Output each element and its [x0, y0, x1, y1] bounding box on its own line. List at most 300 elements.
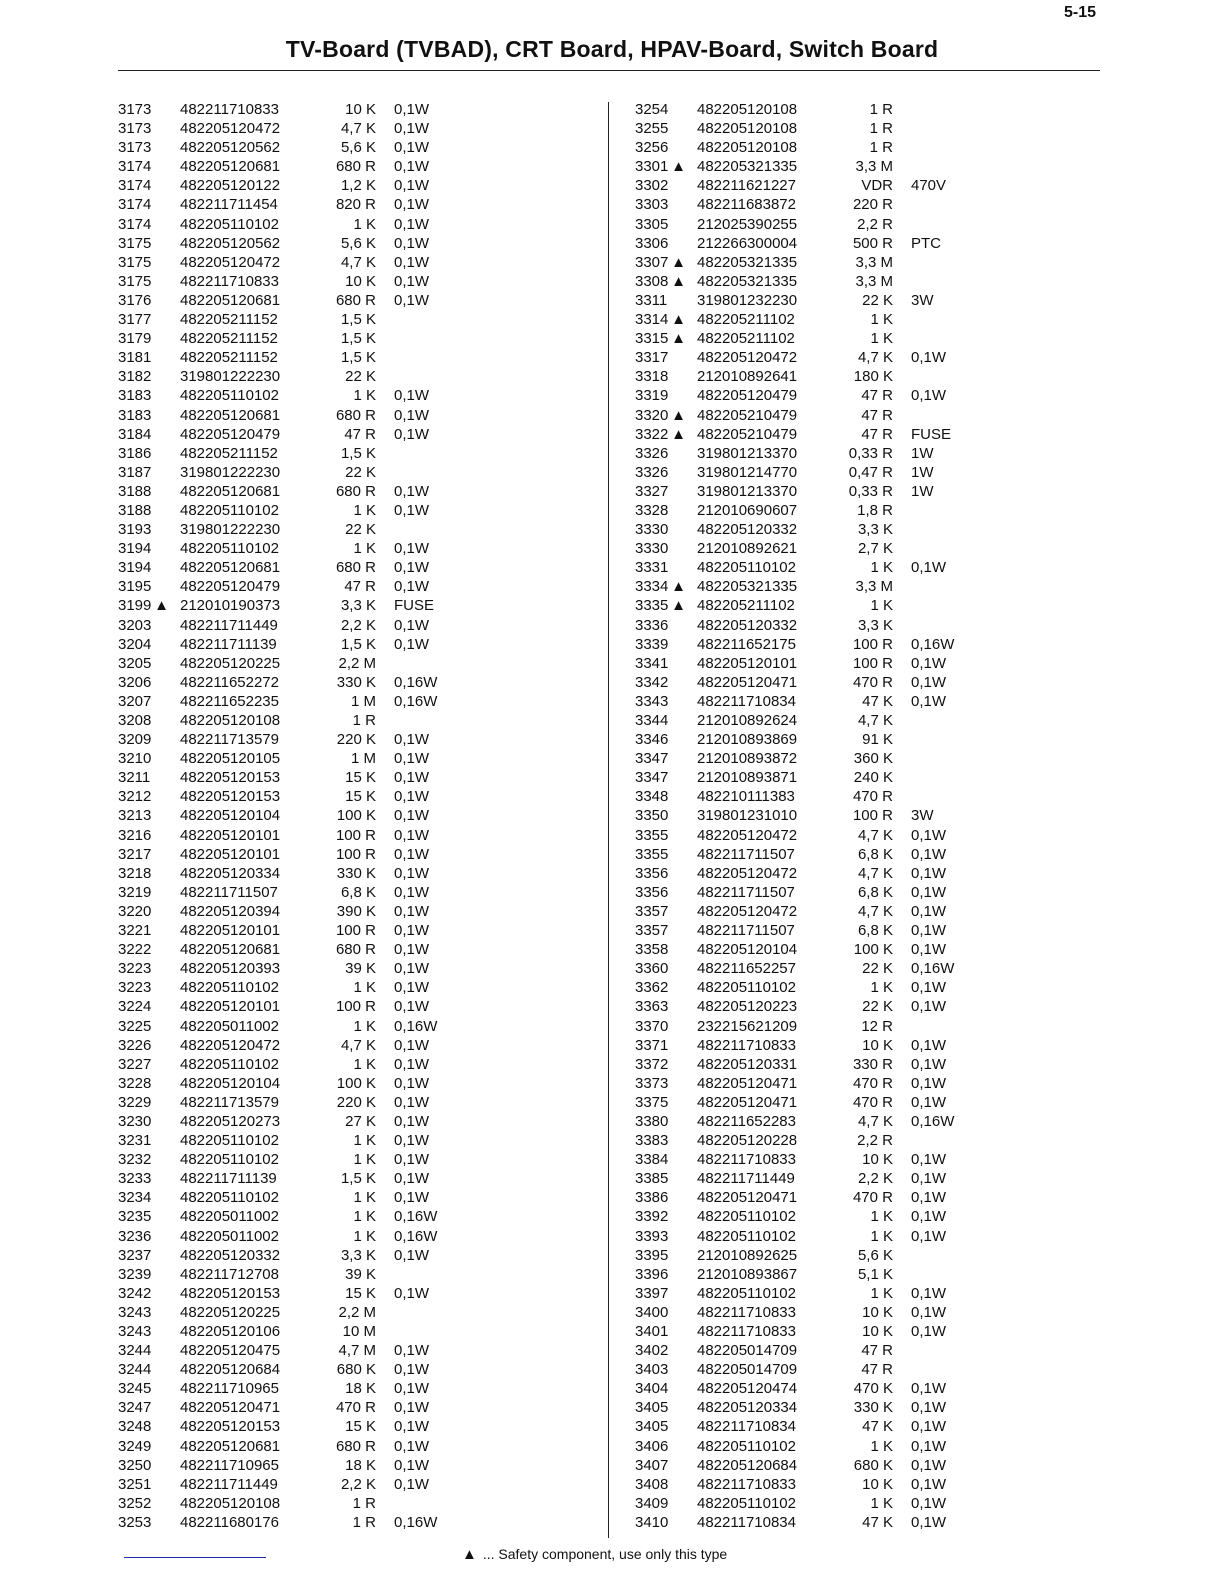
part-value: 2,2 R — [857, 215, 893, 233]
part-rating: 0,1W — [911, 692, 947, 710]
part-value: 0,47 R — [848, 463, 893, 481]
part-value: 2,2 K — [340, 616, 376, 634]
part-code: 482205120228 — [697, 1132, 798, 1150]
part-code: 482205120472 — [697, 902, 798, 920]
part-value: 470 R — [852, 1189, 893, 1207]
part-code: 482205120681 — [180, 482, 281, 500]
part-value: 100 K — [336, 1074, 376, 1092]
part-value: 4,7 K — [857, 902, 893, 920]
part-value: 100 R — [852, 635, 893, 653]
part-value: 3,3 M — [855, 158, 893, 176]
part-code: 482211713579 — [180, 1093, 279, 1111]
part-code: 482211652257 — [697, 960, 796, 978]
position-number: 3334 — [635, 578, 669, 596]
position-number: 3175 — [118, 253, 152, 271]
part-code: 482211710965 — [180, 1380, 279, 1398]
part-code: 212010893869 — [697, 731, 798, 749]
position-number: 3218 — [118, 864, 152, 882]
position-number: 3348 — [635, 788, 669, 806]
position-number: 3303 — [635, 196, 669, 214]
part-rating: 0,1W — [394, 826, 430, 844]
position-number: 3207 — [118, 692, 152, 710]
part-code: 482205120106 — [180, 1323, 281, 1340]
position-number: 3342 — [635, 673, 669, 691]
part-code: 482211652283 — [697, 1112, 796, 1130]
position-number: 3255 — [635, 120, 669, 138]
position-number: 3305 — [635, 215, 669, 233]
part-value: 1,5 K — [340, 311, 376, 329]
part-rating: 1W — [911, 482, 934, 500]
part-code: 482211680176 — [180, 1513, 279, 1531]
part-value: 5,6 K — [340, 234, 376, 252]
part-value: 1 K — [353, 1208, 376, 1226]
part-code: 482211652175 — [697, 635, 796, 653]
position-number: 3203 — [118, 616, 152, 634]
position-number: 3254 — [635, 101, 669, 118]
part-rating: 0,1W — [394, 922, 430, 940]
warning-triangle-icon: ▲ — [671, 253, 686, 271]
part-value: 0,33 R — [848, 444, 893, 462]
title-rule — [118, 70, 1100, 71]
part-code: 212010893871 — [697, 769, 798, 787]
part-code: 482205120225 — [180, 654, 281, 672]
position-number: 3314 — [635, 311, 669, 329]
part-rating: 0,1W — [394, 1074, 430, 1092]
position-number: 3356 — [635, 864, 669, 882]
position-number: 3188 — [118, 501, 152, 519]
position-number: 3205 — [118, 654, 152, 672]
part-value: 15 K — [345, 1284, 376, 1302]
part-rating: PTC — [911, 234, 941, 252]
part-value: 1,5 K — [340, 349, 376, 367]
part-code: 482211710834 — [697, 1513, 796, 1531]
part-code: 482205110102 — [697, 1208, 796, 1226]
position-number: 3183 — [118, 387, 152, 405]
part-code: 482205211102 — [697, 597, 795, 615]
warning-triangle-icon: ▲ — [671, 272, 686, 290]
part-value: 1 M — [350, 750, 376, 768]
part-value: 5,6 K — [857, 1246, 893, 1264]
position-number: 3206 — [118, 673, 152, 691]
part-value: 39 K — [345, 1265, 376, 1283]
warning-triangle-icon: ▲ — [462, 1546, 477, 1563]
part-value: 4,7 M — [338, 1342, 376, 1360]
part-rating: 0,1W — [394, 1246, 430, 1264]
position-number: 3233 — [118, 1170, 152, 1188]
part-value: 680 K — [336, 1361, 376, 1379]
part-value: 10 M — [342, 1323, 376, 1340]
position-number: 3232 — [118, 1151, 152, 1169]
position-number: 3234 — [118, 1189, 152, 1207]
part-value: 100 R — [335, 845, 376, 863]
position-number: 3347 — [635, 769, 669, 787]
part-code: 212010892641 — [697, 368, 798, 386]
part-code: 482211713579 — [180, 731, 279, 749]
position-number: 3317 — [635, 349, 669, 367]
part-code: 482211621227 — [697, 177, 796, 195]
part-code: 482211710834 — [697, 692, 796, 710]
position-number: 3355 — [635, 826, 669, 844]
part-value: 47 R — [861, 425, 893, 443]
part-code: 482205120108 — [697, 101, 798, 118]
part-code: 482205120472 — [697, 349, 798, 367]
part-rating: 0,1W — [911, 998, 947, 1016]
part-value: 39 K — [345, 960, 376, 978]
part-code: 482205110102 — [697, 1227, 796, 1245]
part-value: 680 R — [335, 559, 376, 577]
part-rating: 0,1W — [394, 272, 430, 290]
position-number: 3373 — [635, 1074, 669, 1092]
position-number: 3392 — [635, 1208, 669, 1226]
part-value: 680 R — [335, 1437, 376, 1455]
position-number: 3395 — [635, 1246, 669, 1264]
part-code: 482205120471 — [180, 1399, 281, 1417]
part-value: 1 K — [870, 1437, 893, 1455]
part-code: 482205120474 — [697, 1380, 798, 1398]
part-rating: 0,16W — [394, 1017, 438, 1035]
part-value: 6,8 K — [857, 845, 893, 863]
position-number: 3194 — [118, 559, 152, 577]
part-code: 482211710833 — [180, 272, 279, 290]
part-value: 1,5 K — [340, 635, 376, 653]
part-value: 2,2 M — [338, 654, 376, 672]
part-code: 482205120223 — [697, 998, 798, 1016]
part-value: 22 K — [862, 291, 893, 309]
part-value: 680 R — [335, 158, 376, 176]
position-number: 3307 — [635, 253, 669, 271]
part-code: 482205210479 — [697, 406, 798, 424]
part-code: 482205120681 — [180, 406, 281, 424]
position-number: 3344 — [635, 712, 669, 729]
position-number: 3343 — [635, 692, 669, 710]
part-code: 482211710833 — [697, 1323, 796, 1340]
part-code: 482205110102 — [697, 979, 796, 997]
part-value: 6,8 K — [340, 883, 376, 901]
part-code: 319801222230 — [180, 368, 281, 386]
page-number: 5-15 — [1063, 4, 1096, 21]
part-value: 100 R — [335, 922, 376, 940]
part-value: 4,7 K — [857, 349, 893, 367]
part-rating: 0,1W — [911, 1494, 947, 1512]
part-value: 3,3 K — [857, 521, 893, 539]
part-value: 1 R — [352, 1513, 376, 1531]
part-code: 319801213370 — [697, 482, 798, 500]
position-number: 3195 — [118, 578, 152, 596]
part-rating: 0,1W — [911, 1380, 947, 1398]
position-number: 3371 — [635, 1036, 669, 1054]
part-code: 482205120273 — [180, 1112, 281, 1130]
position-number: 3328 — [635, 501, 669, 519]
part-rating: 0,1W — [394, 1437, 430, 1455]
position-number: 3221 — [118, 922, 152, 940]
part-rating: 0,1W — [394, 941, 430, 959]
part-value: 4,7 K — [857, 712, 893, 729]
part-code: 482211710965 — [180, 1456, 279, 1474]
part-value: 10 K — [862, 1036, 893, 1054]
position-number: 3357 — [635, 922, 669, 940]
position-number: 3331 — [635, 559, 669, 577]
part-rating: 0,1W — [911, 1303, 947, 1321]
part-code: 482205120681 — [180, 1437, 281, 1455]
part-value: 100 R — [335, 998, 376, 1016]
position-number: 3407 — [635, 1456, 669, 1474]
part-code: 482205120332 — [180, 1246, 281, 1264]
position-number: 3393 — [635, 1227, 669, 1245]
part-value: 1 K — [353, 1151, 376, 1169]
position-number: 3336 — [635, 616, 669, 634]
position-number: 3385 — [635, 1170, 669, 1188]
part-rating: 0,16W — [911, 635, 955, 653]
part-value: 360 K — [853, 750, 893, 768]
part-value: 6,8 K — [857, 922, 893, 940]
part-rating: 0,16W — [394, 1227, 438, 1245]
part-rating: 0,16W — [911, 1112, 955, 1130]
part-code: 212266300004 — [697, 234, 798, 252]
part-code: 482205211102 — [697, 330, 795, 348]
position-number: 3184 — [118, 425, 152, 443]
warning-triangle-icon: ▲ — [671, 406, 686, 424]
part-rating: 0,1W — [911, 1189, 947, 1207]
position-number: 3380 — [635, 1112, 669, 1130]
part-value: 2,2 R — [857, 1132, 893, 1150]
position-number: 3330 — [635, 540, 669, 558]
position-number: 3250 — [118, 1456, 152, 1474]
part-rating: 0,1W — [911, 1208, 947, 1226]
part-value: 22 K — [345, 463, 376, 481]
position-number: 3360 — [635, 960, 669, 978]
part-rating: 0,1W — [911, 1055, 947, 1073]
part-rating: 0,1W — [394, 750, 430, 768]
part-rating: 0,1W — [394, 883, 430, 901]
position-number: 3302 — [635, 177, 669, 195]
position-number: 3227 — [118, 1055, 152, 1073]
part-code: 482205120562 — [180, 234, 281, 252]
position-number: 3222 — [118, 941, 152, 959]
part-value: 1 K — [870, 1208, 893, 1226]
part-code: 319801231010 — [697, 807, 798, 825]
part-code: 482205120472 — [180, 120, 281, 138]
part-code: 482205011002 — [180, 1227, 279, 1245]
position-number: 3223 — [118, 960, 152, 978]
part-code: 482205120681 — [180, 559, 281, 577]
position-number: 3403 — [635, 1361, 669, 1379]
part-rating: 0,1W — [394, 1151, 430, 1169]
part-value: 1 K — [353, 215, 376, 233]
part-value: 4,7 K — [340, 120, 376, 138]
position-number: 3236 — [118, 1227, 152, 1245]
part-rating: 0,1W — [911, 864, 947, 882]
part-value: 47 R — [861, 1342, 893, 1360]
part-rating: 0,1W — [394, 253, 430, 271]
part-code: 482205120472 — [697, 864, 798, 882]
part-rating: 0,1W — [394, 1112, 430, 1130]
part-value: 470 R — [852, 673, 893, 691]
part-rating: 0,1W — [911, 902, 947, 920]
part-value: 680 R — [335, 482, 376, 500]
part-value: 1 K — [353, 1055, 376, 1073]
part-code: 482205211152 — [180, 330, 278, 348]
part-value: 1 R — [869, 120, 893, 138]
position-number: 3375 — [635, 1093, 669, 1111]
position-number: 3231 — [118, 1132, 152, 1150]
position-number: 3173 — [118, 120, 152, 138]
part-rating: 0,1W — [394, 540, 430, 558]
part-rating: 0,1W — [911, 1475, 947, 1493]
position-number: 3228 — [118, 1074, 152, 1092]
part-code: 482211710833 — [697, 1036, 796, 1054]
part-code: 482205120101 — [697, 654, 798, 672]
part-rating: 0,1W — [911, 845, 947, 863]
position-number: 3408 — [635, 1475, 669, 1493]
safety-footnote — [462, 1546, 727, 1563]
position-number: 3175 — [118, 234, 152, 252]
part-value: 680 K — [853, 1456, 893, 1474]
part-value: 100 K — [336, 807, 376, 825]
part-rating: 0,1W — [394, 387, 430, 405]
part-code: 482210111383 — [697, 788, 795, 806]
part-code: 482205120681 — [180, 291, 281, 309]
part-rating: 0,1W — [394, 158, 430, 176]
position-number: 3186 — [118, 444, 152, 462]
position-number: 3322 — [635, 425, 669, 443]
part-value: 1 K — [870, 597, 893, 615]
part-value: 100 R — [852, 807, 893, 825]
part-value: 47 R — [344, 578, 376, 596]
position-number: 3209 — [118, 731, 152, 749]
part-rating: 0,1W — [394, 578, 430, 596]
position-number: 3301 — [635, 158, 669, 176]
part-value: 180 K — [853, 368, 893, 386]
part-rating: 0,1W — [394, 1284, 430, 1302]
part-value: 10 K — [862, 1475, 893, 1493]
part-code: 482205120153 — [180, 788, 281, 806]
warning-triangle-icon: ▲ — [671, 158, 686, 176]
part-code: 482205120108 — [180, 1494, 281, 1512]
position-number: 3174 — [118, 158, 152, 176]
position-number: 3358 — [635, 941, 669, 959]
position-number: 3177 — [118, 311, 152, 329]
part-code: 482205120153 — [180, 1418, 281, 1436]
position-number: 3249 — [118, 1437, 152, 1455]
part-value: 1 K — [870, 559, 893, 577]
part-value: 15 K — [345, 1418, 376, 1436]
position-number: 3211 — [118, 769, 151, 787]
part-code: 319801222230 — [180, 463, 281, 481]
part-rating: 0,16W — [911, 960, 955, 978]
part-code: 482205120472 — [697, 826, 798, 844]
part-value: 1,5 K — [340, 444, 376, 462]
position-number: 3235 — [118, 1208, 152, 1226]
warning-triangle-icon: ▲ — [671, 311, 686, 329]
part-code: 482205120472 — [180, 253, 281, 271]
position-number: 3330 — [635, 521, 669, 539]
position-number: 3210 — [118, 750, 152, 768]
part-code: 482205120681 — [180, 158, 281, 176]
part-rating: 0,1W — [394, 998, 430, 1016]
position-number: 3237 — [118, 1246, 152, 1264]
part-code: 482205120101 — [180, 998, 281, 1016]
part-code: 482205120475 — [180, 1342, 281, 1360]
part-code: 482211711507 — [697, 883, 795, 901]
part-code: 482205110102 — [180, 1189, 279, 1207]
part-code: 482205321335 — [697, 272, 798, 290]
part-rating: 0,1W — [911, 1093, 947, 1111]
part-code: 482211710833 — [180, 101, 279, 118]
part-code: 482205120479 — [697, 387, 798, 405]
part-code: 482205321335 — [697, 253, 798, 271]
part-rating: 0,1W — [911, 1170, 947, 1188]
position-number: 3400 — [635, 1303, 669, 1321]
part-code: 212010190373 — [180, 597, 281, 615]
part-code: 482205120394 — [180, 902, 281, 920]
position-number: 3306 — [635, 234, 669, 252]
part-rating: 0,1W — [394, 196, 430, 214]
part-rating: 0,1W — [394, 1036, 430, 1054]
position-number: 3194 — [118, 540, 152, 558]
part-rating: 0,1W — [911, 826, 947, 844]
part-value: 470 R — [852, 1074, 893, 1092]
part-value: 470 K — [853, 1380, 893, 1398]
part-value: 390 K — [336, 902, 376, 920]
part-code: 482211652272 — [180, 673, 279, 691]
part-value: 10 K — [345, 272, 376, 290]
part-rating: 0,1W — [911, 654, 947, 672]
part-value: 500 R — [852, 234, 893, 252]
part-code: 482205120334 — [697, 1399, 798, 1417]
position-number: 3405 — [635, 1399, 669, 1417]
part-rating: 0,1W — [911, 979, 947, 997]
part-code: 482205120332 — [697, 521, 798, 539]
part-code: 212010892624 — [697, 712, 798, 729]
part-code: 482205211152 — [180, 349, 278, 367]
position-number: 3173 — [118, 101, 152, 118]
part-code: 482205211152 — [180, 444, 278, 462]
part-value: 1,5 K — [340, 330, 376, 348]
position-number: 3174 — [118, 196, 152, 214]
position-number: 3320 — [635, 406, 669, 424]
part-code: 482205110102 — [180, 1132, 279, 1150]
position-number: 3174 — [118, 177, 152, 195]
position-number: 3208 — [118, 712, 152, 729]
part-rating: 0,1W — [394, 101, 430, 118]
part-rating: 3W — [911, 807, 934, 825]
part-value: 2,2 M — [338, 1303, 376, 1321]
part-value: 22 K — [862, 960, 893, 978]
part-code: 319801232230 — [697, 291, 798, 309]
part-code: 482205110102 — [180, 1055, 279, 1073]
part-value: 47 R — [344, 425, 376, 443]
part-rating: 0,1W — [394, 406, 430, 424]
warning-triangle-icon: ▲ — [671, 578, 686, 596]
part-code: 482205120479 — [180, 578, 281, 596]
part-rating: 0,1W — [394, 1093, 430, 1111]
position-number: 3188 — [118, 482, 152, 500]
part-rating: 0,1W — [394, 864, 430, 882]
position-number: 3199 — [118, 597, 152, 615]
part-code: 482205110102 — [697, 1494, 796, 1512]
part-rating: 0,1W — [394, 177, 430, 195]
part-value: 1 K — [870, 1227, 893, 1245]
part-rating: 0,1W — [911, 387, 947, 405]
part-value: 1 K — [353, 1017, 376, 1035]
part-value: 220 K — [336, 731, 376, 749]
position-number: 3247 — [118, 1399, 152, 1417]
part-value: 470 R — [335, 1399, 376, 1417]
part-code: 482205011002 — [180, 1017, 279, 1035]
part-code: 212010892621 — [697, 540, 798, 558]
part-rating: 0,1W — [394, 501, 430, 519]
part-code: 482211711139 — [180, 1170, 277, 1188]
